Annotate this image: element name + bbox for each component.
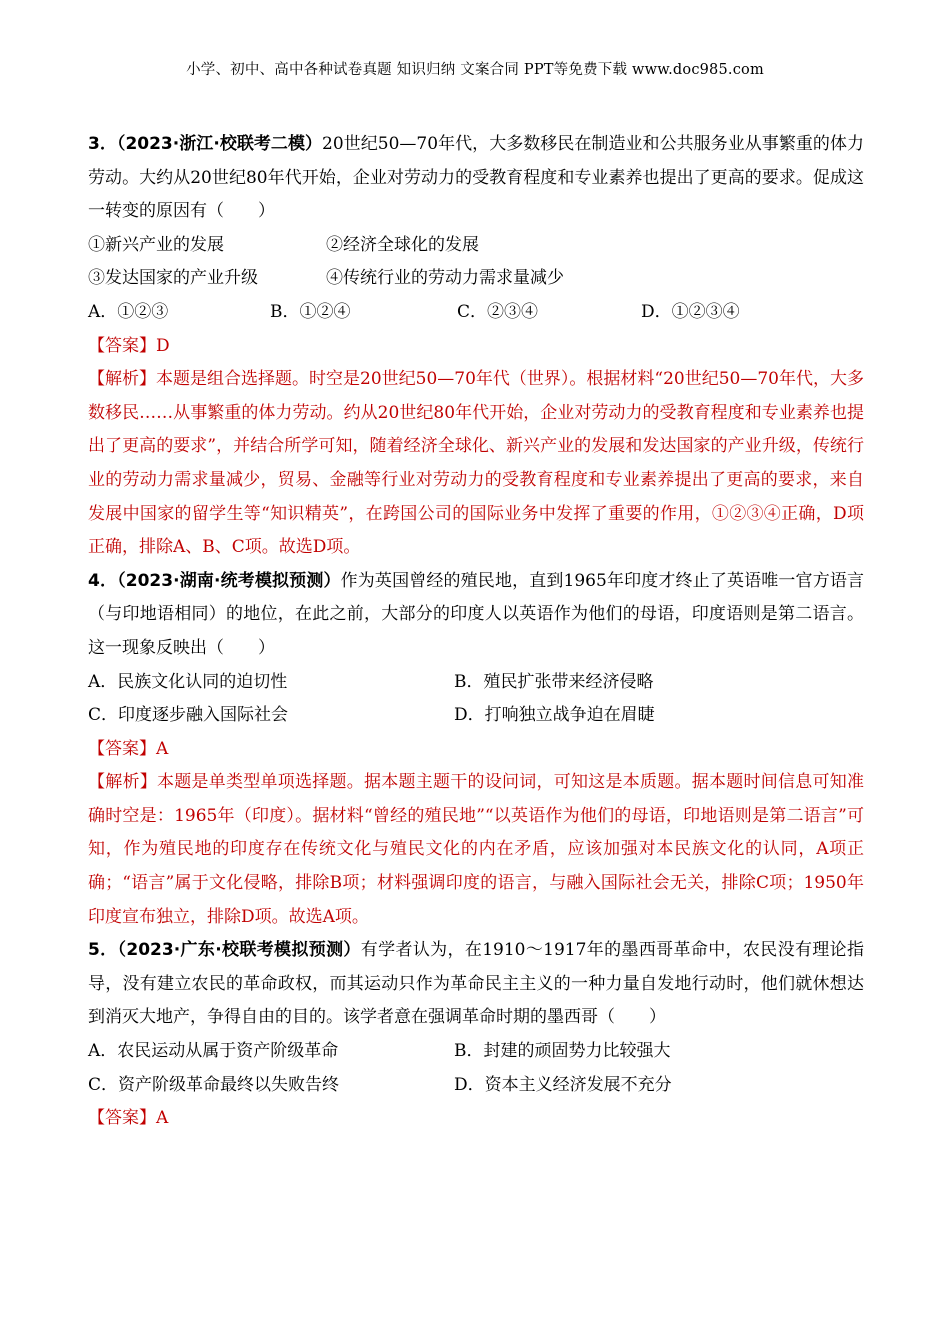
question-3 — [88, 128, 864, 565]
statement-1: ①新兴产业的发展 — [88, 234, 224, 255]
question-text: 作为英国曾经的殖民地，直到1965年印度才终止了英语唯一官方语言（与印地语相同）的地位，在此之前，大部分的印度人以英语作为他们的母语，印度语则是第二语言。这一现象反映出（ ） — [88, 570, 864, 658]
statement-3: ③发达国家的产业升级 — [88, 268, 258, 289]
option-b: B．①②④ — [270, 301, 351, 322]
question-number: 3． — [88, 134, 117, 154]
option-c: C．②③④ — [457, 301, 539, 322]
question-source: （2023·湖南·统考模拟预测） — [117, 570, 341, 591]
question-number: 4． — [88, 570, 118, 591]
option-a: A．农民运动从属于资产阶级革命 — [88, 1041, 339, 1062]
question-source: （2023·广东·校联考模拟预测） — [117, 940, 361, 961]
explanation: 【解析】本题是单类型单项选择题。据本题主题干的设问词，可知这是本质题。据本题时间信息可知准确时空是：1965年（印度）。据材料“曾经的殖民地”“以英语作为他们的母语，印地语则是第二语言”可知，作为殖民地的印度存在传统文化与殖民文化的内在矛盾，应该加强对本民族文化的认同，A项正确；“语言”属于文化侵略，排除B项；材料强调印度的语言，与融入国际社会无关，排除C项；1950年印度宣布独立，排除D项。故选A项。 — [88, 772, 864, 927]
statement-row — [88, 229, 864, 263]
option-b: B．殖民扩张带来经济侵略 — [454, 671, 654, 692]
question-4 — [88, 565, 864, 935]
option-c: C．资产阶级革命最终以失败告终 — [88, 1074, 340, 1095]
options-row — [88, 699, 864, 733]
page-header: 小学、初中、高中各种试卷真题 知识归纳 文案合同 PPT等免费下载 www.doc985.com — [186, 62, 764, 78]
options-row — [88, 1035, 864, 1069]
question-5 — [88, 934, 864, 1136]
statement-4: ④传统行业的劳动力需求量减少 — [326, 268, 564, 289]
question-text: 有学者认为，在1910～1917年的墨西哥革命中，农民没有理论指导，没有建立农民的革命政权，而其运动只作为革命民主主义的一种力量自发地行动时，他们就休想达到消灭大地产，争得自由的目的。该学者意在强调革命时期的墨西哥（ ） — [88, 940, 864, 1028]
question-stem — [88, 128, 864, 229]
option-a: A．①②③ — [88, 301, 169, 322]
question-source: （2023·浙江·校联考二模） — [116, 134, 323, 154]
option-a: A．民族文化认同的迫切性 — [88, 671, 288, 692]
answer: 【答案】D — [88, 335, 170, 356]
answer: 【答案】A — [88, 1108, 169, 1129]
options-row — [88, 296, 864, 330]
options-row — [88, 666, 864, 700]
option-b: B．封建的顽固势力比较强大 — [454, 1041, 671, 1062]
question-number: 5． — [88, 940, 118, 961]
answer: 【答案】A — [88, 738, 169, 759]
options-row — [88, 1069, 864, 1103]
statement-2: ②经济全球化的发展 — [326, 234, 479, 255]
statement-row — [88, 262, 864, 296]
document-body — [88, 128, 864, 1136]
option-d: D．资本主义经济发展不充分 — [454, 1074, 672, 1095]
question-stem — [88, 565, 864, 666]
question-stem — [88, 934, 864, 1035]
explanation: 【解析】本题是组合选择题。时空是20世纪50—70年代（世界）。根据材料“20世纪50—70年代，大多数移民……从事繁重的体力劳动。约从20世纪80年代开始，企业对劳动力的受教育程度和专业素养也提出了更高的要求”，并结合所学可知，随着经济全球化、新兴产业的发展和发达国家的产业升级，传统行业的劳动力需求量减少，贸易、金融等行业对劳动力的受教育程度和专业素养提出了更高的要求，来自发展中国家的留学生等“知识精英”，在跨国公司的国际业务中发挥了重要的作用，①②③④正确，D项正确，排除A、B、C项。故选D项。 — [88, 369, 864, 558]
option-c: C．印度逐步融入国际社会 — [88, 705, 289, 726]
option-d: D．①②③④ — [641, 301, 740, 322]
question-text: 20世纪50—70年代，大多数移民在制造业和公共服务业从事繁重的体力劳动。大约从20世纪80年代开始，企业对劳动力的受教育程度和专业素养也提出了更高的要求。促成这一转变的原因有（ ） — [88, 134, 864, 222]
option-d: D．打响独立战争迫在眉睫 — [454, 705, 655, 726]
